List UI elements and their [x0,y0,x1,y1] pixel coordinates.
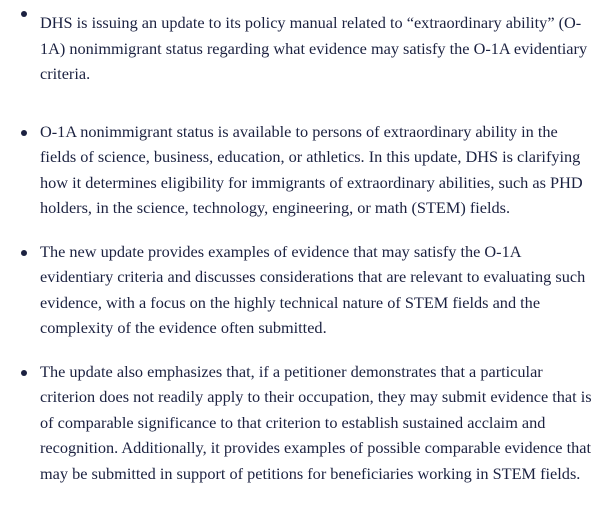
list-item [0,359,600,487]
list-item [0,119,600,221]
bullet-text: DHS is issuing an update to its policy manual related to “extraordinary ability” (O-1A) nonimmigrant status regarding what evidence may satisfy the O-1A evidentiary criteria. [40,13,588,83]
bullet-dot-icon [21,370,27,376]
bullet-dot-icon [21,250,27,256]
bullet-text: The new update provides examples of evidence that may satisfy the O-1A evidentiary criteria and discusses considerations that are relevant to evaluating such evidence, with a focus on the highly technical nature of STEM fields and the complexity of the evidence often submitted. [40,241,586,337]
bullet-text: O-1A nonimmigrant status is available to persons of extraordinary ability in the fields of science, business, education, or athletics. In this update, DHS is clarifying how it determines eligibility for immigrants of extraordinary abilities, such as PHD holders, in the science, technology, engineering, or math (STEM) fields. [40,121,583,217]
bullet-text: The update also emphasizes that, if a petitioner demonstrates that a particular criterion does not readily apply to their occupation, they may submit evidence that is of comparable significance to that criterion to establish sustained acclaim and recognition. Additionally, it provides examples of possible comparable evidence that may be submitted in support of petitions for beneficiaries working in STEM fields. [40,361,592,483]
list-item [0,239,600,341]
bullet-dot-icon [21,11,27,17]
bullet-dot-icon [21,130,27,136]
list-item [0,0,600,87]
